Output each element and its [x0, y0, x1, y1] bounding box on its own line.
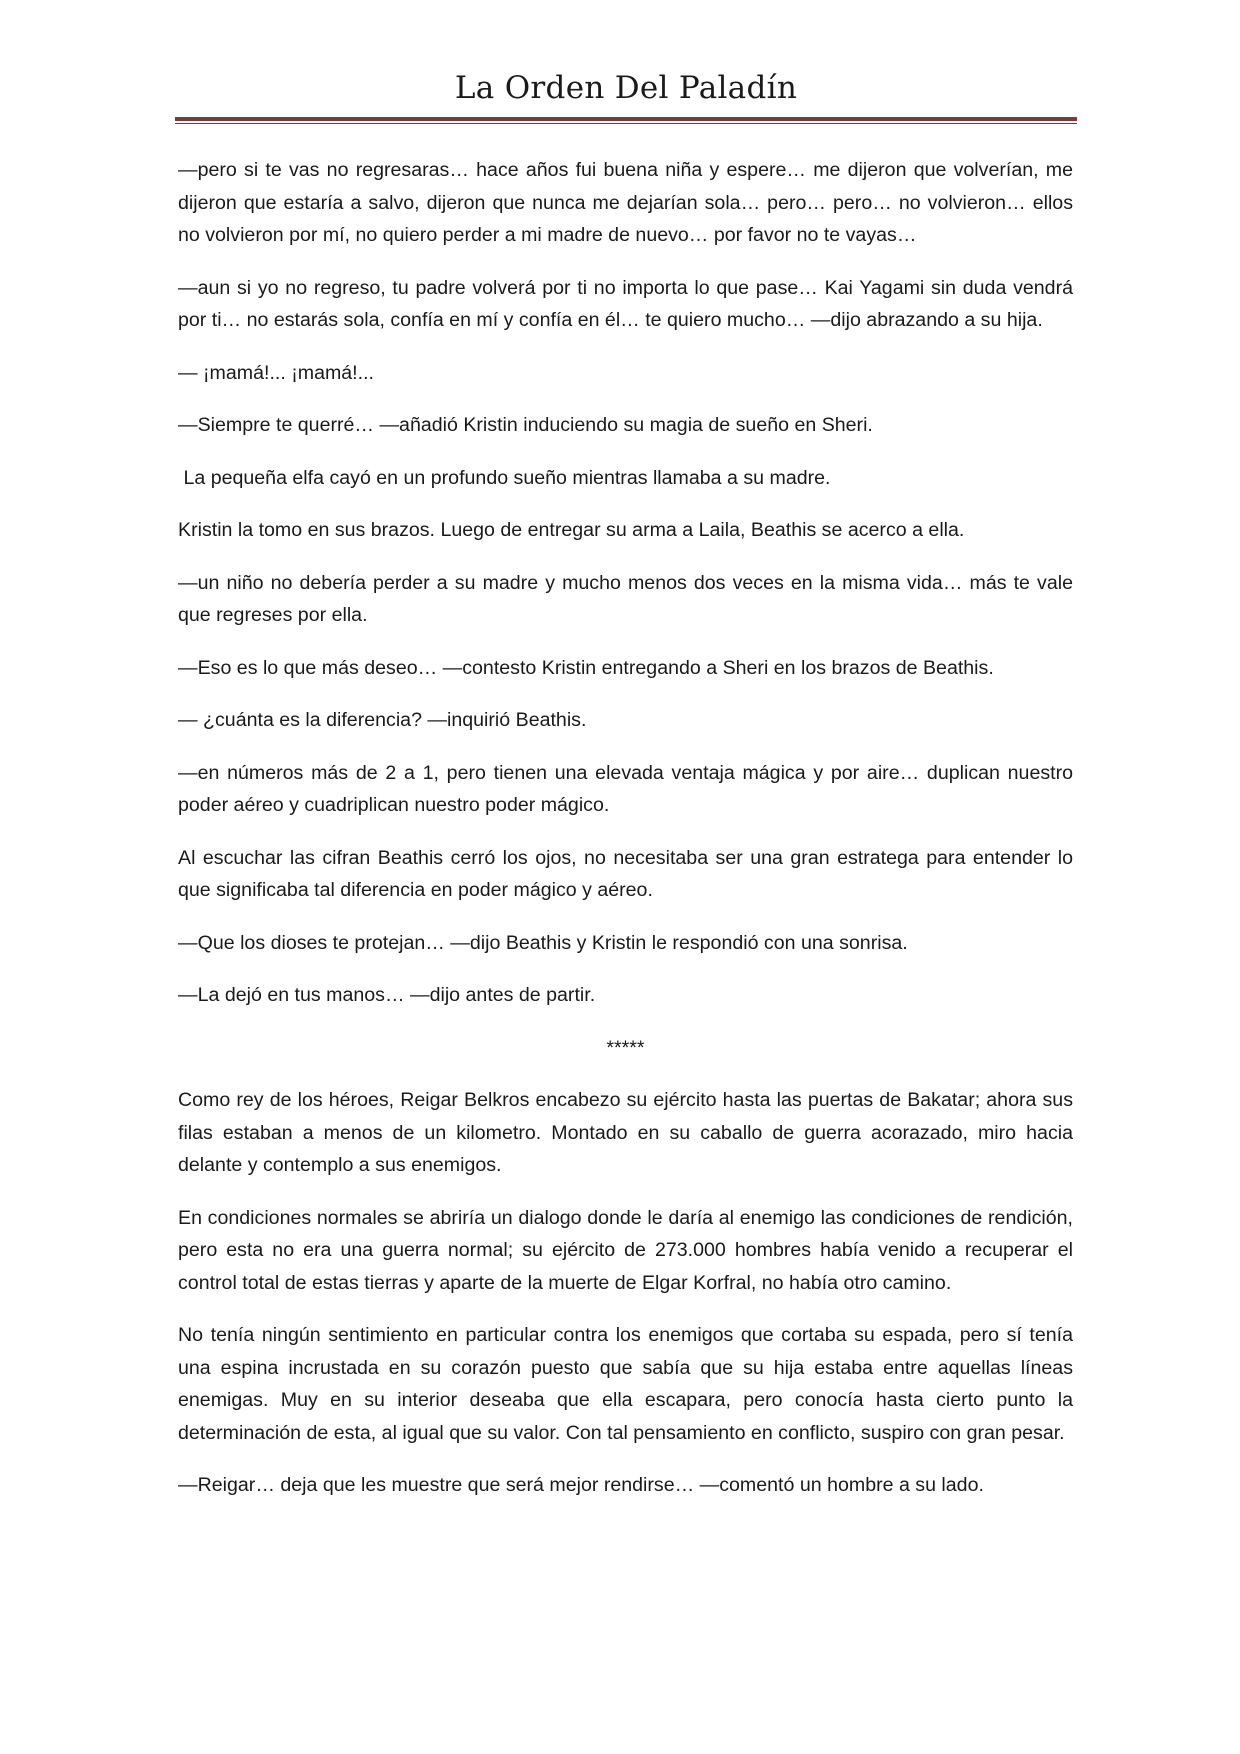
body-text: [178, 154, 1073, 1522]
header-rule-thin: [175, 123, 1077, 124]
header-title: La Orden Del Paladín: [454, 70, 798, 106]
paragraph: — ¿cuánta es la diferencia? —inquirió Beathis.: [178, 709, 587, 731]
paragraph: —Siempre te querré… —añadió Kristin induciendo su magia de sueño en Sheri.: [178, 414, 873, 436]
paragraph: —un niño no debería perder a su madre y mucho menos dos veces en la misma vida… más te vale que regreses por ella.: [178, 571, 1073, 626]
page-header: [175, 70, 1077, 107]
paragraph: — ¡mamá!... ¡mamá!...: [178, 361, 374, 384]
paragraph: —Eso es lo que más deseo… —contesto Kristin entregando a Sheri en los brazos de Beathis.: [178, 656, 994, 679]
paragraph: La pequeña elfa cayó en un profundo sueño mientras llamaba a su madre.: [178, 466, 831, 489]
paragraph: No tenía ningún sentimiento en particular contra los enemigos que cortaba su espada, pero sí tenía una espina incrustada en su corazón puesto que sabía que su hija estaba entre aquellas líneas enemigas. Muy en su interior deseaba que ella escapara, pero conocía hasta cierto punto la determinación de esta, al igual que su valor. Con tal pensamiento en conflicto, suspiro con gran pesar.: [178, 1324, 1073, 1444]
paragraph: En condiciones normales se abriría un dialogo donde le daría al enemigo las condiciones de rendición, pero esta no era una guerra normal; su ejército de 273.000 hombres había venido a recuperar el control total de estas tierras y aparte de la muerte de Elgar Korfral, no había otro camino.: [178, 1206, 1073, 1294]
paragraph: Kristin la tomo en sus brazos. Luego de entregar su arma a Laila, Beathis se acerco a ella.: [178, 519, 965, 541]
paragraph: —en números más de 2 a 1, pero tienen una elevada ventaja mágica y por aire… duplican nuestro poder aéreo y cuadriplican nuestro poder mágico.: [178, 761, 1073, 816]
scene-break: *****: [606, 1036, 645, 1059]
paragraph: Al escuchar las cifran Beathis cerró los ojos, no necesitaba ser una gran estratega para entender lo que significaba tal diferencia en poder mágico y aéreo.: [178, 846, 1073, 901]
paragraph: —aun si yo no regreso, tu padre volverá por ti no importa lo que pase… Kai Yagami sin duda vendrá por ti… no estarás sola, confía en mí y confía en él… te quiero mucho… —dijo abrazando a su hija.: [178, 276, 1073, 331]
paragraph: —Reigar… deja que les muestre que será mejor rendirse… —comentó un hombre a su lado.: [178, 1474, 984, 1496]
header-rule: [175, 117, 1077, 125]
paragraph: —La dejó en tus manos… —dijo antes de partir.: [178, 984, 596, 1006]
paragraph: —Que los dioses te protejan… —dijo Beathis y Kristin le respondió con una sonrisa.: [178, 931, 908, 954]
paragraph: —pero si te vas no regresaras… hace años fui buena niña y espere… me dijeron que volverían, me dijeron que estaría a salvo, dijeron que nunca me dejarían sola… pero… pero… no volvieron… ellos no volvieron por mí, no quiero perder a mi madre de nuevo… por favor no te vayas…: [178, 159, 1073, 246]
paragraph: Como rey de los héroes, Reigar Belkros encabezo su ejército hasta las puertas de Bakatar; ahora sus filas estaban a menos de un kilometro. Montado en su caballo de guerra acorazado, miro hacia delante y contemplo a sus enemigos.: [178, 1089, 1073, 1176]
